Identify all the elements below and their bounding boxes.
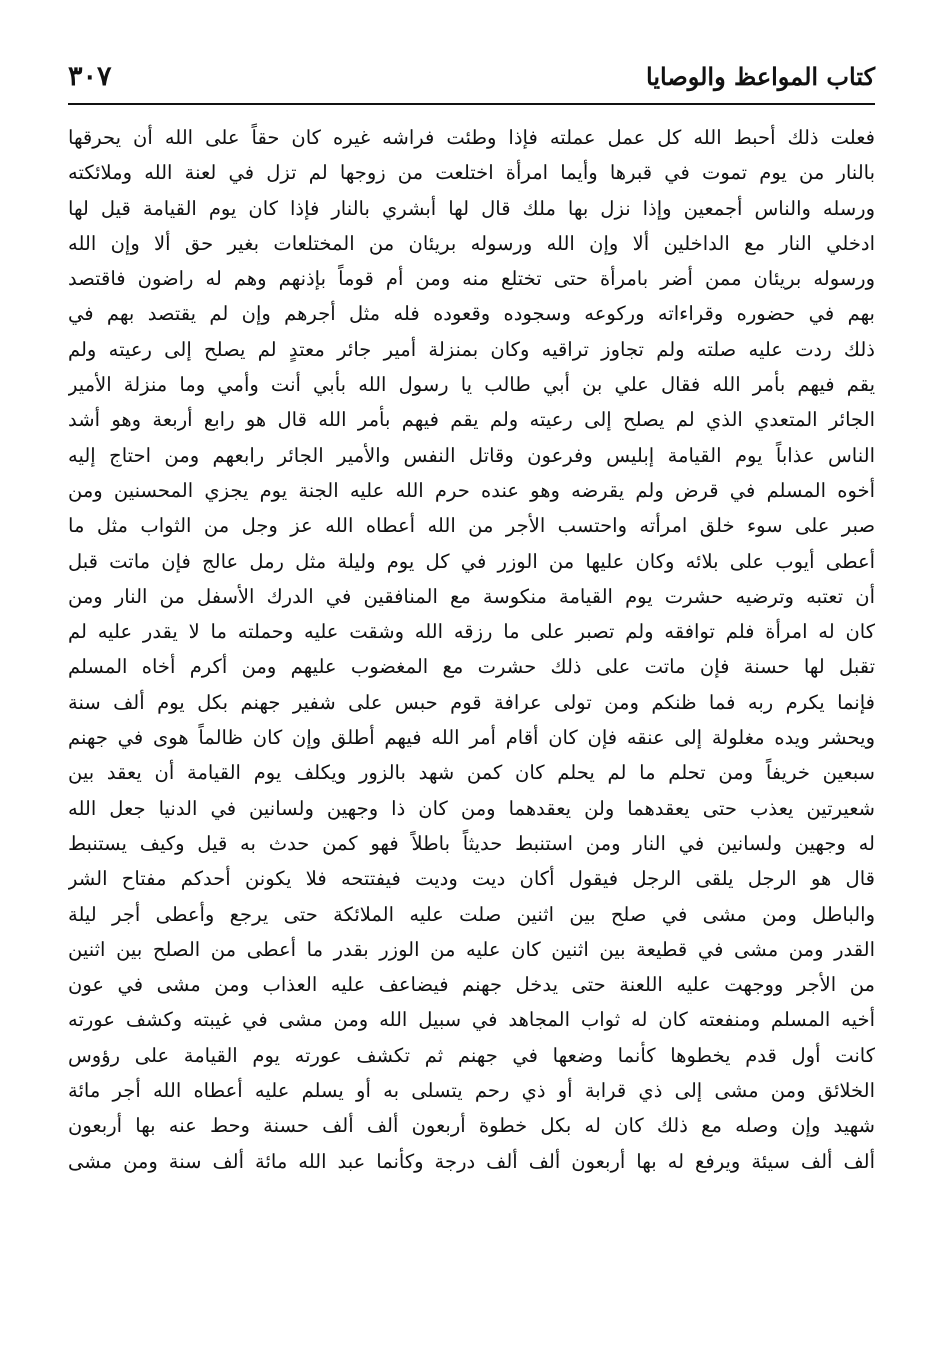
text-line: أعطى أيوب على بلائه وكان عليها من الوزر في كل يوم وليلة مثل رمل عالج فإن ماتت قبل [68, 549, 875, 573]
body-text [68, 120, 875, 1179]
text-line: تقبل لها حسنة فإن ماتت على ذلك حشرت مع المغضوب عليهم ومن أكرم أخاه المسلم [68, 655, 875, 679]
text-line: بالنار من يوم تموت في قبرها وأيما امرأة اختلعت من زوجها لم تزل في لعنة الله وملائكته [68, 161, 875, 185]
text-line: من الأجر ووجهت عليه اللعنة حتى يدخل جهنم فيضاعف عليه العذاب ومن مشى في عون [68, 973, 875, 997]
text-line: أخيه المسلم ومنفعته كان له ثواب المجاهد في سبيل الله ومن مشى في غيبته وكشف عورته [68, 1008, 875, 1032]
header-rule [68, 103, 875, 105]
text-line: قال هو الرجل يلقى الرجل فيقول أكان ديت وديت فيفتتحه فلا يكونن أحدكم مفتاح الشر [68, 867, 875, 891]
text-line: فعلت ذلك أحبط الله كل عمل عملته فإذا وطئت فراشه غيره كان حقاً على الله أن يحرقها [68, 126, 875, 149]
text-line: الخلائق ومن مشى إلى ذي قرابة أو ذي رحم يتسلى به أو يسلم عليه أعطاه الله أجر مائة [68, 1079, 875, 1103]
text-line: الجائر المتعدي الذي لم يصلح إلى رعيته ولم يقم فيهم بأمر الله قال هو رابع أربعة وهو أشد [68, 408, 875, 432]
text-line: ورسله والناس أجمعين وإذا نزل بها ملك قال لها أبشري بالنار فإذا كان يوم القيامة قيل لها [68, 196, 875, 220]
text-line: القدر ومن مشى في قطيعة بين اثنين كان عليه من الوزر بقدر ما أعطى من الصلح بين اثنين [68, 937, 875, 961]
text-line: كان له امرأة فلم توافقه ولم تصبر على ما رزقه الله وشقت عليه وحملته ما لا يقدر عليه لم [68, 620, 875, 644]
text-line: كانت أول قدم يخطوها كأنما وضعها في جهنم ثم تكشف عورته يوم القيامة على رؤوس [68, 1043, 875, 1067]
text-line: أخوه المسلم في قرض ولم يقرضه وهو عنده حرم الله عليه الجنة يوم يجزي المحسنين ومن [68, 478, 875, 502]
text-line: ادخلي النار مع الداخلين ألا وإن الله ورسوله بريئان من المختلعات بغير حق ألا وإن الله [68, 231, 875, 255]
text-line: الناس عذاباً يوم القيامة إبليس وفرعون وقاتل النفس والأمير الجائر رابعهم ومن احتاج إليه [68, 443, 875, 467]
text-line: صبر على سوء خلق امرأته واحتسب الأجر من الله أعطاه الله عز وجل من الثواب مثل ما [68, 514, 875, 538]
text-line: ورسوله بريئان ممن أضر بامرأة حتى تختلع منه ومن أم قوماً بإذنهم وهم له راضون فاقتصد [68, 267, 875, 291]
text-line: فإنما يكرم ربه فما ظنكم ومن تولى عرافة قوم حبس على شفير جهنم بكل يوم ألف سنة [68, 690, 875, 714]
running-title: كتاب المواعظ والوصايا [646, 61, 875, 91]
text-line: بهم في حضوره وقراءاته وركوعه وسجوده وقعوده فله مثل أجرهم وإن لم يقتصد بهم في [68, 302, 875, 326]
text-line: شهيد وإن وصله مع ذلك كان له بكل خطوة أربعون ألف ألف حسنة وحط عنه بها أربعون [68, 1114, 875, 1138]
text-line: أن تعتبه وترضيه حشرت يوم القيامة منكوسة مع المنافقين في الدرك الأسفل من النار ومن [68, 584, 875, 608]
text-line: له وجهين ولسانين في النار ومن استنبط حديثاً باطلاً فهو كمن حدث به قيل وكيف يستنبط [68, 831, 875, 855]
text-line: والباطل ومن مشى في صلح بين اثنين صلت عليه الملائكة حتى يرجع وأعطى أجر ليلة [68, 902, 875, 926]
text-line: شعيرتين يعذب حتى يعقدهما ولن يعقدهما ومن كان ذا وجهين ولسانين في الدنيا جعل الله [68, 796, 875, 820]
text-line: ألف ألف سيئة ويرفع له بها أربعون ألف ألف درجة وكأنما عبد الله مائة ألف سنة ومن مشى [68, 1149, 875, 1173]
page-header [68, 52, 875, 100]
text-line: يقم فيهم بأمر الله فقال علي بن أبي طالب يا رسول الله بأبي أنت وأمي وما منزلة الأمير [68, 373, 875, 397]
page-number: ٣٠٧ [68, 60, 112, 92]
text-line: ويحشر ويده مغلولة إلى عنقه فإن كان أقام أمر الله فيهم أطلق وإن كان ظالماً هوى في جهنم [68, 726, 875, 750]
text-line: سبعين خريفاً ومن تحلم ما لم يحلم كان كمن شهد بالزور ويكلف يوم القيامة أن يعقد بين [68, 761, 875, 785]
text-line: ذلك ردت عليه صلته ولم تجاوز تراقيه وكان بمنزلة أمير جائر معتدٍ لم يصلح إلى رعيته ولم [68, 337, 875, 361]
